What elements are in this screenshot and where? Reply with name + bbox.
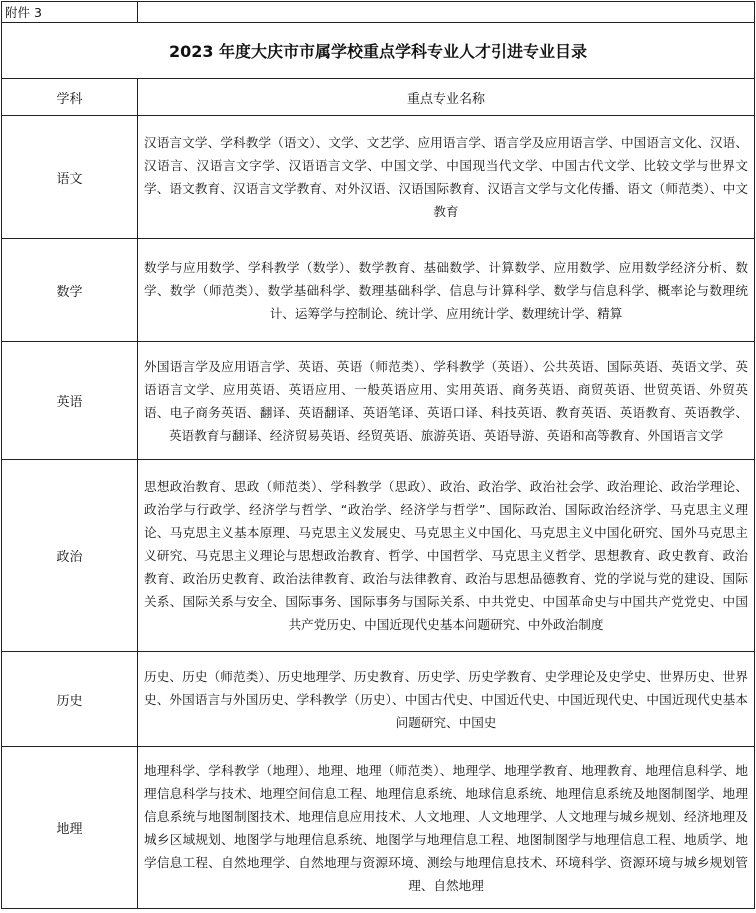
header-majors: 重点专业名称	[138, 79, 755, 116]
table-row	[2, 747, 755, 909]
majors-cell: 汉语言文学、学科教学（语文）、文学、文艺学、应用语言学、语言学及应用语言学、中国语言文化、汉语、汉语言、汉语言文字学、汉语语言文学、中国文学、中国现当代文学、中国古代文学、比较文学与世界文学、语文教育、汉语言文学教育、对外汉语、汉语国际教育、汉语言文学与文化传播、语文（师范类）、中文教育	[138, 116, 755, 239]
majors-cell: 历史、历史（师范类）、历史地理学、历史教育、历史学、历史学教育、史学理论及史学史、世界历史、世界史、外国语言与外国历史、学科教学（历史）、中国古代史、中国近代史、中国近现代史、中国近现代史基本问题研究、中国史	[138, 652, 755, 747]
majors-cell: 数学与应用数学、学科教学（数学）、数学教育、基础数学、计算数学、应用数学、应用数学经济分析、数学、数学（师范类）、数学基础科学、数理基础科学、信息与计算科学、数学与信息科学、概率论与数理统计、运筹学与控制论、统计学、应用统计学、数理统计学、精算	[138, 239, 755, 342]
majors-catalog-table	[1, 1, 755, 909]
table-row	[2, 652, 755, 747]
header-row	[2, 79, 755, 116]
header-subject: 学科	[2, 79, 138, 116]
subject-cell: 英语	[2, 342, 138, 460]
table-row	[2, 460, 755, 652]
attachment-empty-cell	[138, 2, 755, 23]
subject-cell: 政治	[2, 460, 138, 652]
table-row	[2, 116, 755, 239]
attachment-label: 附件 3	[2, 2, 138, 23]
subject-cell: 语文	[2, 116, 138, 239]
attachment-row	[2, 2, 755, 23]
majors-cell: 思想政治教育、思政（师范类）、学科教学（思政）、政治、政治学、政治社会学、政治理论、政治学理论、政治学与行政学、经济学与哲学、“政治学、经济学与哲学”、国际政治、国际政治经济学、马克思主义理论、马克思主义基本原理、马克思主义发展史、马克思主义中国化、马克思主义中国化研究、国外马克思主义研究、马克思主义理论与思想政治教育、哲学、中国哲学、马克思主义哲学、思想教育、政史教育、政治教育、政治历史教育、政治法律教育、政治与法律教育、政治与思想品德教育、党的学说与党的建设、国际关系、国际关系与安全、国际事务、国际事务与国际关系、中共党史、中国革命史与中国共产党党史、中国共产党历史、中国近现代史基本问题研究、中外政治制度	[138, 460, 755, 652]
document-title: 2023 年度大庆市市属学校重点学科专业人才引进专业目录	[2, 23, 755, 79]
subject-cell: 地理	[2, 747, 138, 909]
table-row	[2, 239, 755, 342]
table-row	[2, 342, 755, 460]
majors-cell: 外国语言学及应用语言学、英语、英语（师范类）、学科教学（英语）、公共英语、国际英语、英语文学、英语语言文学、应用英语、英语应用、一般英语应用、实用英语、商务英语、商贸英语、世贸英语、外贸英语、电子商务英语、翻译、英语翻译、英语笔译、英语口译、科技英语、教育英语、英语教育、英语教学、英语教育与翻译、经济贸易英语、经贸英语、旅游英语、英语导游、英语和高等教育、外国语言文学	[138, 342, 755, 460]
subject-cell: 历史	[2, 652, 138, 747]
subject-cell: 数学	[2, 239, 138, 342]
title-row	[2, 23, 755, 79]
majors-cell: 地理科学、学科教学（地理）、地理、地理（师范类）、地理学、地理学教育、地理教育、地理信息科学、地理信息科学与技术、地理空间信息工程、地理信息系统、地球信息系统、地理信息系统及地图制图学、地理信息系统与地图制图技术、地理信息应用技术、人文地理、人文地理学、人文地理与城乡规划、经济地理及城乡区域规划、地图学与地理信息系统、地图学与地理信息工程、地图制图学与地理信息工程、地质学、地学信息工程、自然地理学、自然地理与资源环境、测绘与地理信息技术、环境科学、资源环境与城乡规划管理、自然地理	[138, 747, 755, 909]
